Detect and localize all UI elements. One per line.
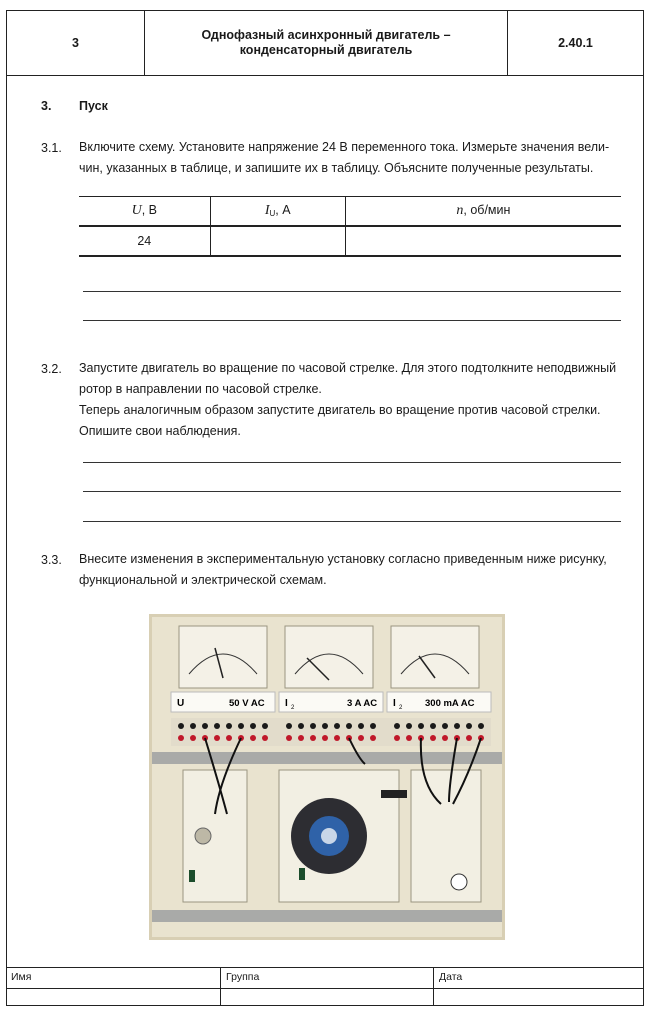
capacitor-module (183, 770, 247, 902)
header-doc-code: 2.40.1 (558, 35, 593, 50)
step-3-1-text (79, 137, 624, 179)
terminal-row (171, 718, 491, 746)
step-3-2-line2: ротор в направлении по часовой стрелке. (79, 382, 322, 396)
cell-n-value[interactable] (345, 226, 621, 256)
step-3-1-number: 3.1. (41, 141, 62, 155)
meter2-label: I (285, 698, 288, 709)
answer-line[interactable] (83, 491, 621, 492)
header-title (145, 11, 508, 75)
cell-i-value[interactable] (210, 226, 345, 256)
milliammeter-dial (391, 626, 479, 688)
control-knob (195, 828, 211, 844)
meter3-range: 300 mA AC (425, 698, 475, 709)
voltmeter-dial (179, 626, 267, 688)
step-3-2-text (79, 358, 624, 442)
step-3-3-line1: Внесите изменения в экспериментальную установку согласно приведенным ниже рисунку, (79, 552, 607, 566)
experiment-setup-photo (149, 614, 505, 940)
answer-line[interactable] (83, 521, 621, 522)
measurement-table (79, 196, 621, 257)
header-title-line1: Однофазный асинхронный двигатель – (201, 28, 451, 42)
step-3-2-line4: Опишите свои наблюдения. (79, 424, 241, 438)
step-3-3-number: 3.3. (41, 553, 62, 567)
meter1-range: 50 V AC (229, 698, 265, 709)
step-3-3-text (79, 549, 624, 591)
cell-u-value: 24 (79, 226, 210, 256)
answer-line[interactable] (83, 462, 621, 463)
answer-line[interactable] (83, 320, 621, 321)
worksheet-page (6, 10, 644, 1006)
switch (189, 870, 195, 882)
meter1-label: U (177, 698, 185, 709)
meter3-label: I (393, 698, 396, 709)
footer-date-label: Дата (439, 971, 463, 983)
answer-line[interactable] (83, 291, 621, 292)
meter2-range: 3 A AC (347, 698, 378, 709)
section-title: Пуск (79, 99, 108, 113)
section-number: 3. (41, 99, 52, 113)
footer-name-label: Имя (11, 971, 32, 983)
col-header-i: $I_U$, А (210, 197, 345, 227)
meter3-sub: 2 (399, 705, 403, 711)
col-header-u: U, В (79, 197, 210, 227)
step-3-2-line1: Запустите двигатель во вращение по часовой стрелке. Для этого подтолкните неподвижный (79, 361, 617, 375)
meter2-sub: 2 (291, 705, 295, 711)
measurement-module (411, 770, 481, 902)
step-3-3-line2: функциональной и электрической схемам. (79, 573, 327, 587)
header-section-number: 3 (7, 11, 145, 75)
motor-symbol-icon (451, 874, 467, 890)
col-header-n: n, об/мин (345, 197, 621, 227)
mounting-rail (152, 752, 502, 764)
header-table (7, 11, 643, 76)
header-title-line2: конденсаторный двигатель (239, 43, 413, 57)
step-3-1-line1: Включите схему. Установите напряжение 24 В переменного тока. Измерьте значения вели- (79, 140, 610, 154)
step-3-2-number: 3.2. (41, 362, 62, 376)
ammeter-dial (285, 626, 373, 688)
step-3-1-line2: чин, указанных в таблице, и запишите их в таблицу. Объясните полученные результаты. (79, 161, 594, 175)
mounting-rail (152, 910, 502, 922)
footer-table (7, 967, 643, 1006)
footer-group-label: Группа (226, 971, 260, 983)
step-3-2-line3: Теперь аналогичным образом запустите двигатель во вращение против часовой стрелки. (79, 403, 601, 417)
